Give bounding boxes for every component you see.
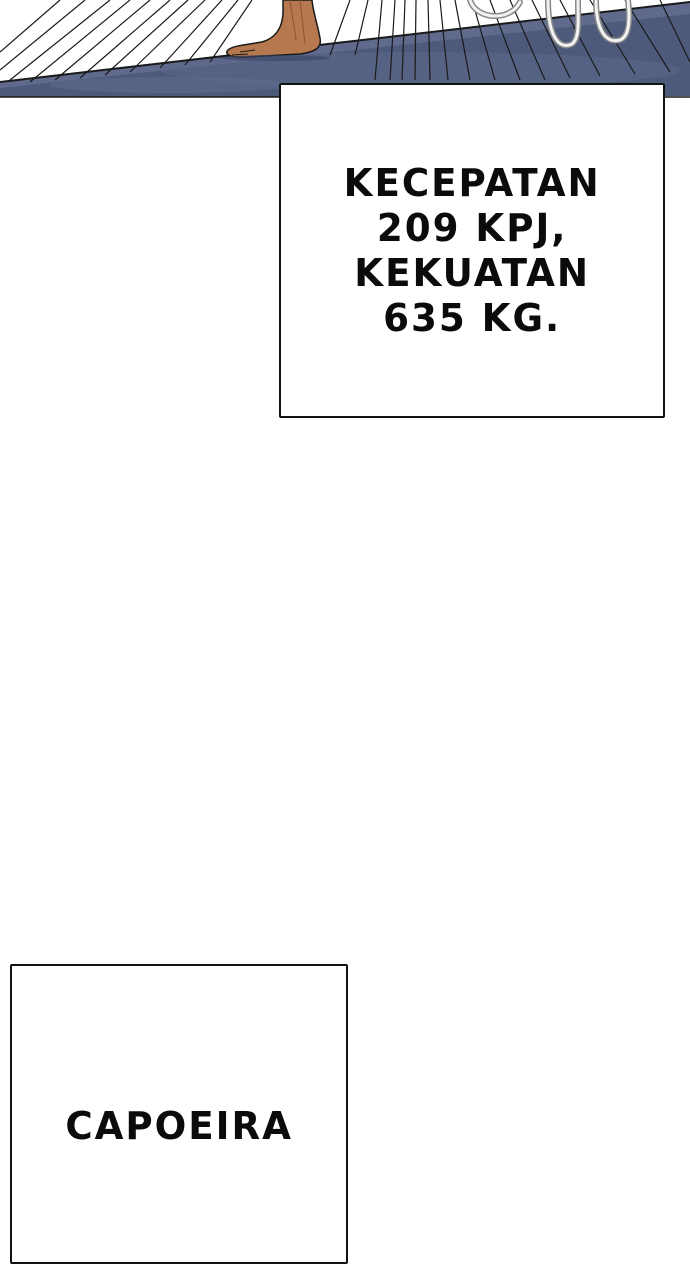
stats-caption-box <box>279 83 665 418</box>
stats-line-speed-label: KECEPATAN <box>343 160 601 205</box>
style-caption-box <box>10 964 348 1264</box>
style-name: CAPOEIRA <box>65 1104 293 1148</box>
style-caption-text <box>63 1104 295 1149</box>
stats-line-power-value: 635 KG. <box>382 295 561 340</box>
stats-caption-text <box>341 161 603 341</box>
stats-line-power-label: KEKUATAN <box>354 250 590 295</box>
stats-line-speed-value: 209 KPJ, <box>376 205 568 250</box>
